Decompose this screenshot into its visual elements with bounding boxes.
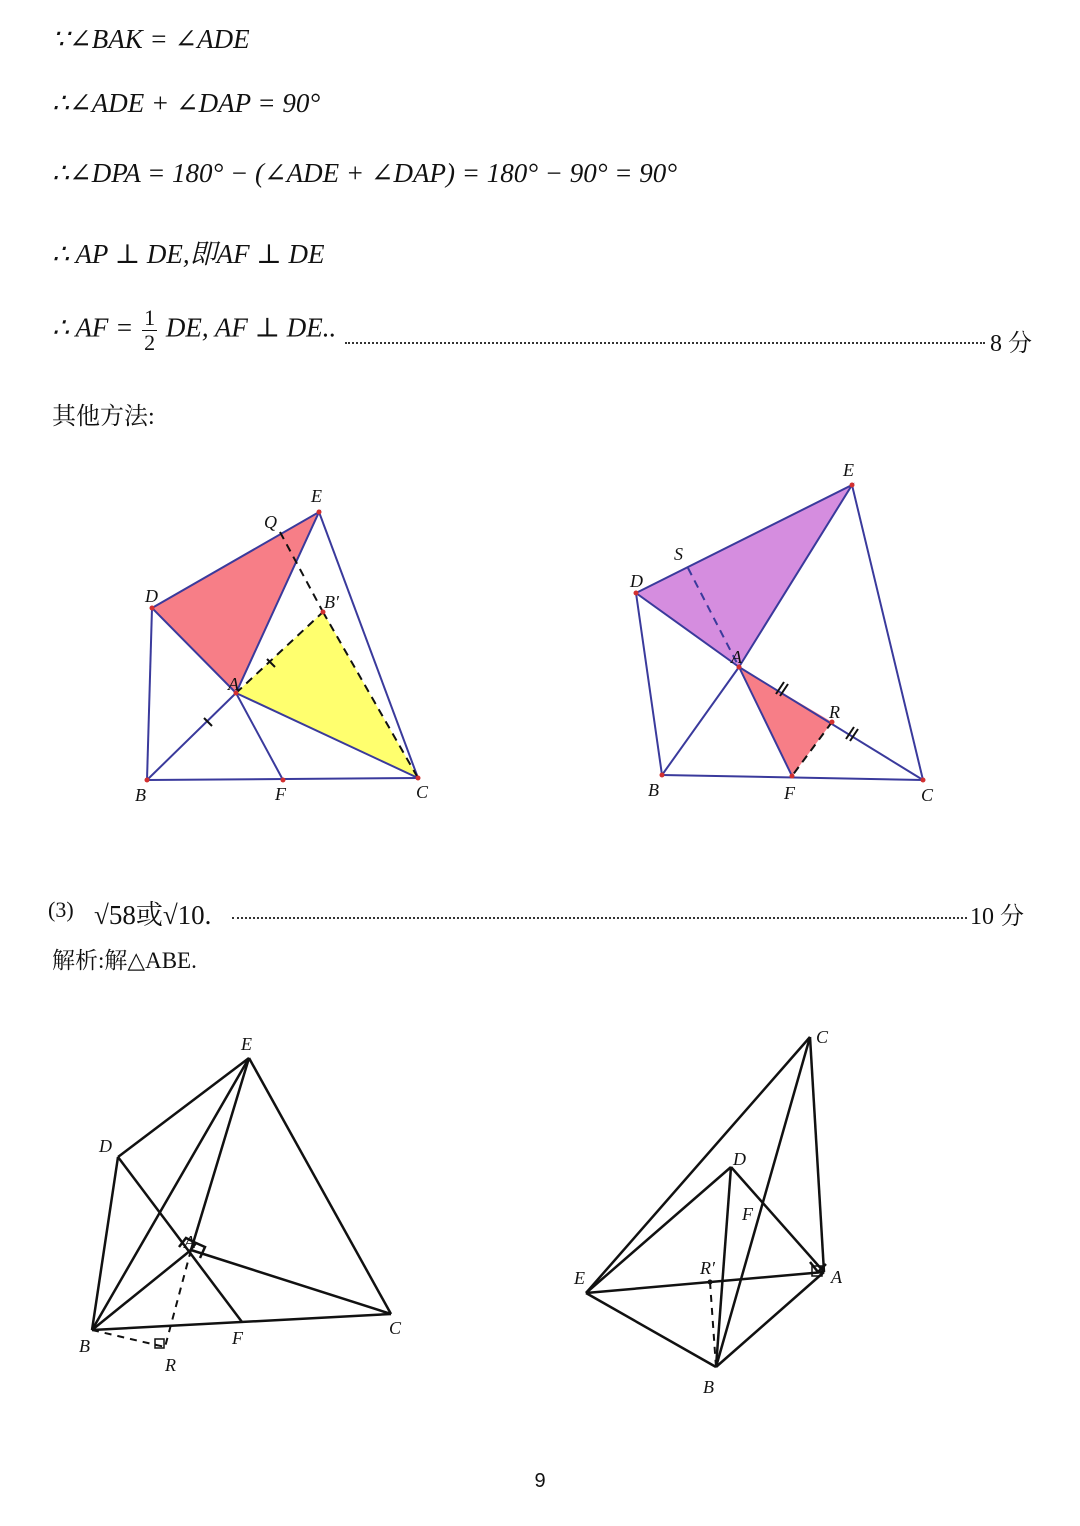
proof-line-3: ∴∠DPA = 180° − (∠ADE + ∠DAP) = 180° − 90° = 90°	[52, 158, 678, 188]
fig1-label-bprime: B′	[324, 592, 339, 612]
fig2-label-e: E	[843, 460, 854, 480]
fig2-label-s: S	[674, 544, 683, 564]
proof-line-1: ∵∠BAK = ∠ADE	[52, 24, 250, 54]
proof-line-4: ∴ AP ⊥ DE,即AF ⊥ DE	[52, 239, 325, 269]
fig4-label-f: F	[742, 1204, 753, 1224]
fig2-label-d: D	[630, 571, 643, 591]
fig1-label-f: F	[275, 784, 286, 804]
part3-answer: √58或√10.	[94, 900, 212, 930]
fig4-label-b: B	[703, 1377, 714, 1397]
fig4-label-d: D	[733, 1149, 746, 1169]
proof-line-2: ∴∠ADE + ∠DAP = 90°	[52, 88, 321, 118]
fig3-label-r: R	[165, 1355, 176, 1375]
fig2-label-b: B	[648, 780, 659, 800]
fig2-label-f: F	[784, 783, 795, 803]
fig2-label-r: R	[829, 702, 840, 722]
analysis-text: 解析:解△ABE.	[52, 948, 197, 973]
score-10: 10 分	[970, 904, 1024, 930]
fig3-label-d: D	[99, 1136, 112, 1156]
fig1-label-q: Q	[264, 512, 277, 532]
fig3-label-c: C	[389, 1318, 402, 1338]
fig3-label-f: F	[232, 1328, 243, 1348]
fig1-label-c: C	[416, 782, 429, 802]
fig4-label-e: E	[574, 1268, 585, 1288]
fig4-label-a: A	[831, 1267, 842, 1287]
proof-line-5-prefix: ∴ AF =	[52, 312, 134, 343]
fraction-denominator: 2	[144, 330, 156, 355]
fig3-label-b: B	[79, 1336, 90, 1356]
fig2-label-c: C	[921, 785, 934, 805]
page-number: 9	[534, 1470, 546, 1492]
fig1-label-b: B	[135, 785, 146, 805]
fig3-label-a: A	[184, 1232, 195, 1252]
other-methods-label: 其他方法:	[52, 404, 155, 430]
fig1-label-e: E	[311, 486, 322, 506]
part3-label: (3)	[48, 897, 74, 922]
fraction-numerator: 1	[144, 305, 156, 330]
fig2-label-a: A	[731, 647, 742, 667]
fig4-label-c: C	[816, 1027, 829, 1047]
proof-line-5-suffix: DE, AF ⊥ DE..	[165, 312, 337, 343]
fig1-label-d: D	[145, 586, 158, 606]
fig1-label-a: A	[228, 674, 239, 694]
fig4-label-rprime: R′	[700, 1258, 715, 1278]
fig3-label-e: E	[241, 1034, 252, 1054]
score-8: 8 分	[990, 331, 1032, 357]
